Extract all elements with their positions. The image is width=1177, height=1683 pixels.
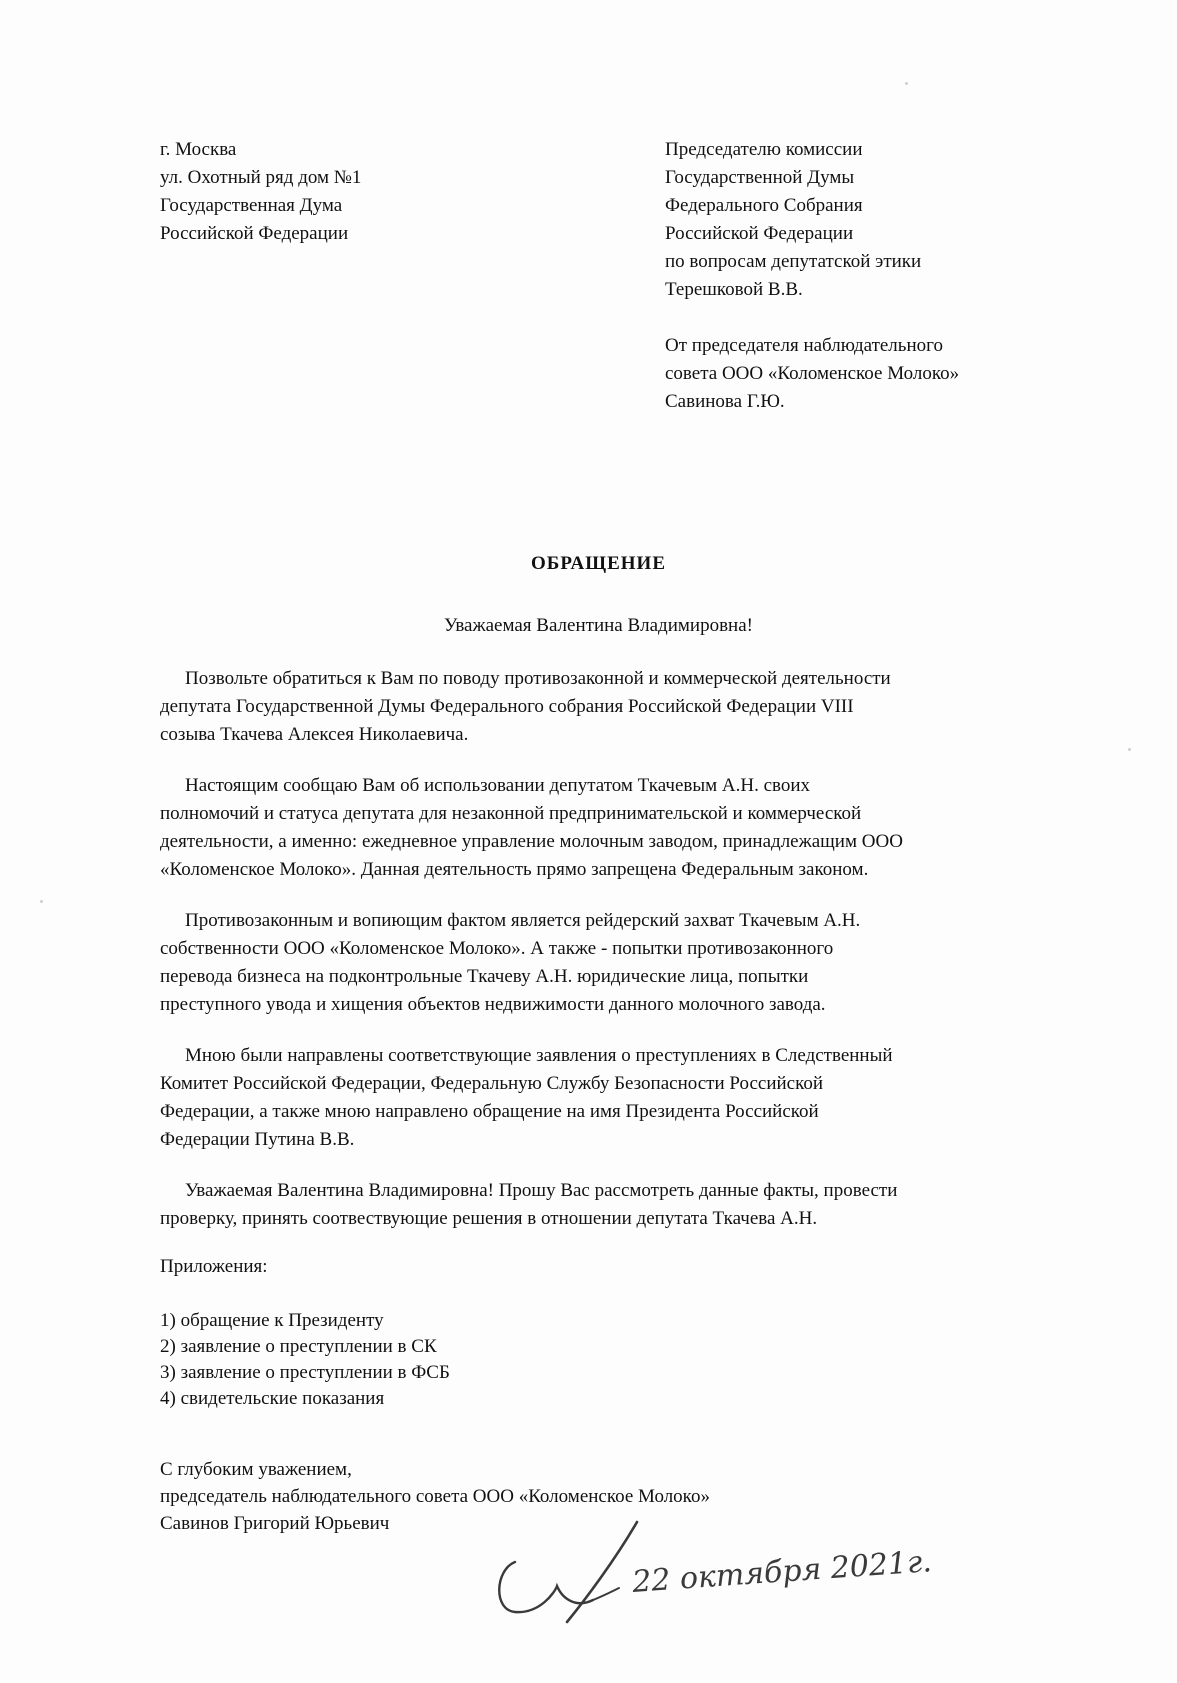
- signature-stroke: [593, 1588, 619, 1600]
- list-item: 2) заявление о преступлении в СК: [160, 1336, 437, 1357]
- paragraph-line: Настоящим сообщаю Вам об использовании депутатом Ткачевым А.Н. своих: [185, 775, 811, 796]
- attachments-list: [160, 1308, 450, 1412]
- paragraph-line: Позвольте обратиться к Вам по поводу противозаконной и коммерческой деятельности: [185, 668, 891, 689]
- list-item: 4) свидетельские показания: [160, 1388, 385, 1409]
- handwritten-signature: [485, 1500, 935, 1630]
- paragraph-line: созыва Ткачева Алексея Николаевича.: [160, 724, 469, 745]
- recipient-address-block: [160, 136, 580, 248]
- recipient-line: Терешковой В.В.: [665, 279, 803, 300]
- address-line: ул. Охотный ряд дом №1: [160, 167, 362, 188]
- address-line: г. Москва: [160, 139, 237, 160]
- paragraph: [160, 907, 1010, 1019]
- handwritten-date: 22 октября 2021г.: [631, 1544, 933, 1600]
- paragraph: [160, 1177, 1010, 1233]
- address-line: Российской Федерации: [160, 223, 349, 244]
- document-title: ОБРАЩЕНИЕ: [530, 553, 666, 574]
- paragraph-line: преступного увода и хищения объектов недвижимости данного молочного завода.: [160, 994, 826, 1015]
- paragraph-line: Федерации Путина В.В.: [160, 1129, 355, 1150]
- attachments-heading: Приложения:: [160, 1256, 268, 1277]
- sender-line: совета ООО «Коломенское Молоко»: [665, 363, 960, 384]
- address-line: Государственная Дума: [160, 195, 343, 216]
- paragraph-line: собственности ООО «Коломенское Молоко». А также - попытки противозаконного: [160, 938, 834, 959]
- paragraph-line: Мною были направлены соответствующие заявления о преступлениях в Следственный: [185, 1045, 893, 1066]
- sender-line: Савинова Г.Ю.: [665, 391, 785, 412]
- closing-line: председатель наблюдательного совета ООО «Коломенское Молоко»: [160, 1486, 710, 1507]
- closing-line: Савинов Григорий Юрьевич: [160, 1513, 390, 1534]
- recipient-line: Российской Федерации: [665, 223, 854, 244]
- scan-speck: [40, 900, 43, 903]
- recipient-line: по вопросам депутатской этики: [665, 251, 922, 272]
- letter-body: [160, 665, 1010, 1256]
- sender-block: [665, 332, 1105, 416]
- recipient-line: Федерального Собрания: [665, 195, 863, 216]
- paragraph-line: Противозаконным и вопиющим фактом является рейдерский захват Ткачевым А.Н.: [185, 910, 861, 931]
- paragraph-line: деятельности, а именно: ежедневное управление молочным заводом, принадлежащим ООО: [160, 831, 903, 852]
- list-item: 1) обращение к Президенту: [160, 1310, 384, 1331]
- paragraph-line: перевода бизнеса на подконтрольные Ткачеву А.Н. юридические лица, попытки: [160, 966, 809, 987]
- paragraph-line: Комитет Российской Федерации, Федеральную Службу Безопасности Российской: [160, 1073, 824, 1094]
- sender-line: От председателя наблюдательного: [665, 335, 943, 356]
- paragraph-line: Уважаемая Валентина Владимировна! Прошу Вас рассмотреть данные факты, провести: [185, 1180, 898, 1201]
- closing-line: С глубоким уважением,: [160, 1459, 352, 1480]
- paragraph-line: полномочий и статуса депутата для незаконной предпринимательской и коммерческой: [160, 803, 862, 824]
- paragraph: [160, 1042, 1010, 1154]
- list-item: 3) заявление о преступлении в ФСБ: [160, 1362, 450, 1383]
- paragraph-line: проверку, принять соотвествующие решения в отношении депутата Ткачева А.Н.: [160, 1208, 818, 1229]
- scan-speck: [905, 82, 908, 85]
- recipient-line: Государственной Думы: [665, 167, 855, 188]
- signature-slash: [567, 1522, 637, 1622]
- paragraph: [160, 665, 1010, 749]
- scan-speck: [1128, 748, 1131, 751]
- paragraph-line: «Коломенское Молоко». Данная деятельность прямо запрещена Федеральным законом.: [160, 859, 869, 880]
- recipient-line: Председателю комиссии: [665, 139, 863, 160]
- greeting: Уважаемая Валентина Владимировна!: [444, 615, 753, 636]
- paragraph-line: депутата Государственной Думы Федерального собрания Российской Федерации VIII: [160, 696, 854, 717]
- signature-loop: [499, 1562, 593, 1612]
- paragraph-line: Федерации, а также мною направлено обращение на имя Президента Российской: [160, 1101, 819, 1122]
- paragraph: [160, 772, 1010, 884]
- recipient-block: [665, 136, 1105, 416]
